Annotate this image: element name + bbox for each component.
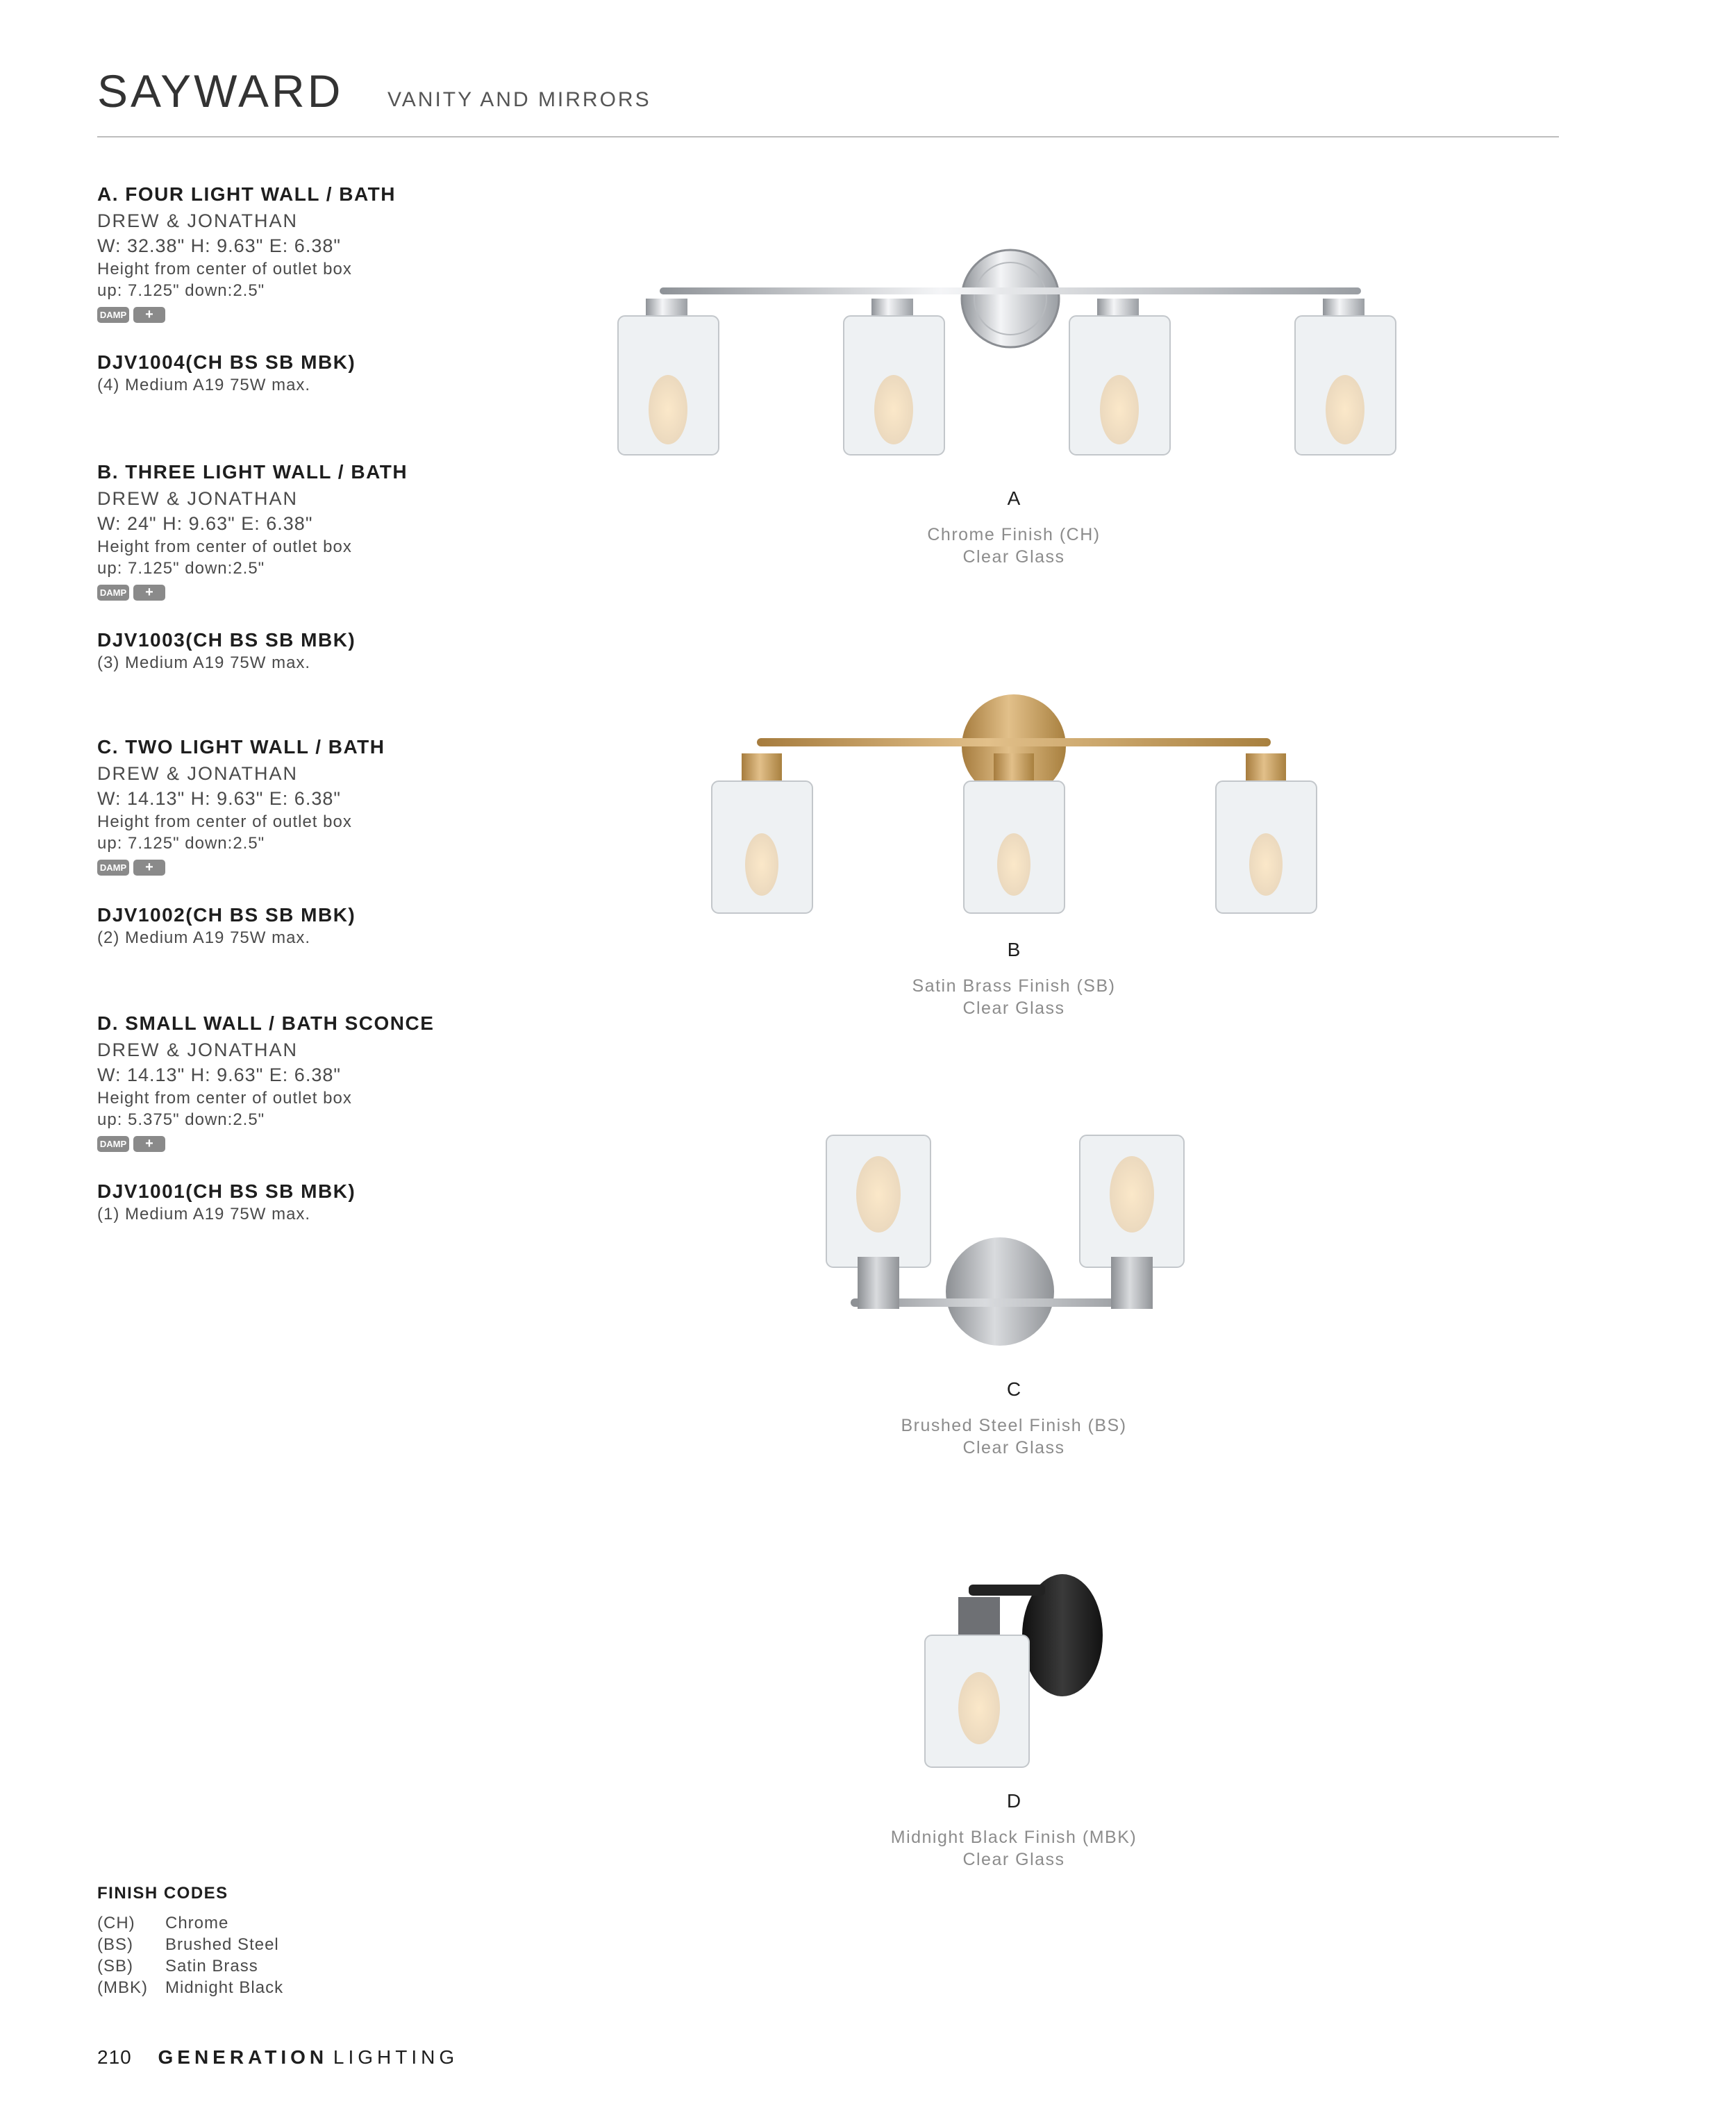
- shade-1: [826, 1135, 930, 1309]
- shade-3: [1069, 299, 1170, 455]
- spec-lamping: (2) Medium A19 75W max.: [97, 928, 311, 947]
- spec-note: Height from center of outlet box: [97, 537, 352, 556]
- spec-lamping: (3) Medium A19 75W max.: [97, 653, 311, 672]
- rating-badges: [97, 585, 542, 601]
- shade-3: [1216, 753, 1317, 913]
- product-finish: Brushed Steel Finish (BS): [901, 1416, 1127, 1435]
- spec-block-b: [97, 460, 542, 674]
- plus-icon: +: [133, 1136, 165, 1152]
- shade-1: [712, 753, 812, 913]
- damp-rated-icon: DAMP: [97, 585, 129, 601]
- finish-code-row: [97, 1955, 514, 1977]
- spec-block-d: [97, 1011, 542, 1225]
- damp-rated-icon: DAMP: [97, 307, 129, 323]
- finish-code-row: [97, 1912, 514, 1934]
- shade-2: [844, 299, 944, 455]
- finish-name: Brushed Steel: [165, 1935, 279, 1954]
- product-glass: Clear Glass: [962, 999, 1065, 1018]
- shade-2: [1080, 1135, 1184, 1309]
- spec-note: up: 5.375" down:2.5": [97, 1110, 265, 1129]
- brand-name-bold: GENERATION: [158, 2046, 328, 2068]
- product-finish: Satin Brass Finish (SB): [912, 976, 1116, 996]
- spec-dimensions: W: 32.38" H: 9.63" E: 6.38": [97, 235, 341, 256]
- damp-rated-icon: DAMP: [97, 1136, 129, 1152]
- product-finish: Chrome Finish (CH): [927, 525, 1101, 544]
- finish-codes: [97, 1882, 514, 1998]
- product-letter: A: [1007, 487, 1021, 509]
- rating-badges: [97, 1136, 542, 1153]
- spec-sku: DJV1001(CH BS SB MBK): [97, 1180, 356, 1202]
- spec-dimensions: W: 14.13" H: 9.63" E: 6.38": [97, 788, 341, 809]
- product-glass: Clear Glass: [962, 1438, 1065, 1457]
- shade-1: [618, 299, 719, 455]
- header-divider: [97, 136, 1559, 137]
- spec-title: A. FOUR LIGHT WALL / BATH: [97, 183, 396, 205]
- plus-icon: +: [133, 307, 165, 323]
- series-title: SAYWARD: [97, 65, 344, 117]
- spec-lamping: (1) Medium A19 75W max.: [97, 1205, 311, 1223]
- spec-designer: DREW & JONATHAN: [97, 1039, 299, 1060]
- caption-b: [806, 937, 1222, 1019]
- finish-code-row: [97, 1934, 514, 1955]
- brand-name-light: LIGHTING: [333, 2046, 459, 2068]
- spec-note: Height from center of outlet box: [97, 1089, 352, 1108]
- product-image-c: [823, 1132, 1198, 1361]
- spec-note: Height from center of outlet box: [97, 812, 352, 831]
- product-finish: Midnight Black Finish (MBK): [890, 1828, 1137, 1847]
- spec-designer: DREW & JONATHAN: [97, 763, 299, 784]
- finish-code: (BS): [97, 1935, 133, 1954]
- spec-note: up: 7.125" down:2.5": [97, 559, 265, 578]
- plus-icon: +: [133, 860, 165, 876]
- product-letter: D: [1006, 1790, 1021, 1812]
- spec-title: B. THREE LIGHT WALL / BATH: [97, 461, 408, 483]
- spec-sku: DJV1004(CH BS SB MBK): [97, 351, 356, 373]
- product-image-d: [917, 1569, 1111, 1771]
- spec-title: D. SMALL WALL / BATH SCONCE: [97, 1012, 435, 1034]
- rating-badges: [97, 860, 542, 876]
- spec-lamping: (4) Medium A19 75W max.: [97, 376, 311, 394]
- rating-badges: [97, 307, 542, 324]
- finish-code: (CH): [97, 1914, 135, 1932]
- product-letter: B: [1007, 939, 1021, 960]
- product-image-a: [611, 236, 1417, 472]
- spec-dimensions: W: 14.13" H: 9.63" E: 6.38": [97, 1064, 341, 1085]
- finish-code-row: [97, 1977, 514, 1998]
- product-glass: Clear Glass: [962, 1850, 1065, 1869]
- spec-title: C. TWO LIGHT WALL / BATH: [97, 736, 385, 758]
- finish-code: (MBK): [97, 1978, 148, 1997]
- finish-codes-title: FINISH CODES: [97, 1884, 228, 1903]
- finish-code: (SB): [97, 1957, 133, 1975]
- shade-4: [1295, 299, 1396, 455]
- spec-designer: DREW & JONATHAN: [97, 488, 299, 509]
- finish-name: Chrome: [165, 1914, 229, 1932]
- damp-rated-icon: DAMP: [97, 860, 129, 876]
- product-glass: Clear Glass: [962, 547, 1065, 567]
- finish-name: Midnight Black: [165, 1978, 284, 1997]
- caption-a: [806, 486, 1222, 568]
- series-subtitle: VANITY AND MIRRORS: [387, 88, 651, 111]
- product-image-b: [708, 691, 1319, 927]
- caption-c: [806, 1377, 1222, 1459]
- page-number: 210: [97, 2046, 132, 2068]
- spec-note: up: 7.125" down:2.5": [97, 281, 265, 300]
- spec-block-c: [97, 735, 542, 949]
- spec-dimensions: W: 24" H: 9.63" E: 6.38": [97, 513, 313, 534]
- page-footer: [97, 2045, 458, 2070]
- spec-note: up: 7.125" down:2.5": [97, 834, 265, 853]
- spec-sku: DJV1002(CH BS SB MBK): [97, 904, 356, 926]
- product-letter: C: [1006, 1378, 1021, 1400]
- plus-icon: +: [133, 585, 165, 601]
- caption-d: [806, 1789, 1222, 1871]
- spec-designer: DREW & JONATHAN: [97, 210, 299, 231]
- spec-sku: DJV1003(CH BS SB MBK): [97, 629, 356, 651]
- spec-block-a: [97, 182, 542, 396]
- spec-note: Height from center of outlet box: [97, 260, 352, 278]
- finish-name: Satin Brass: [165, 1957, 258, 1975]
